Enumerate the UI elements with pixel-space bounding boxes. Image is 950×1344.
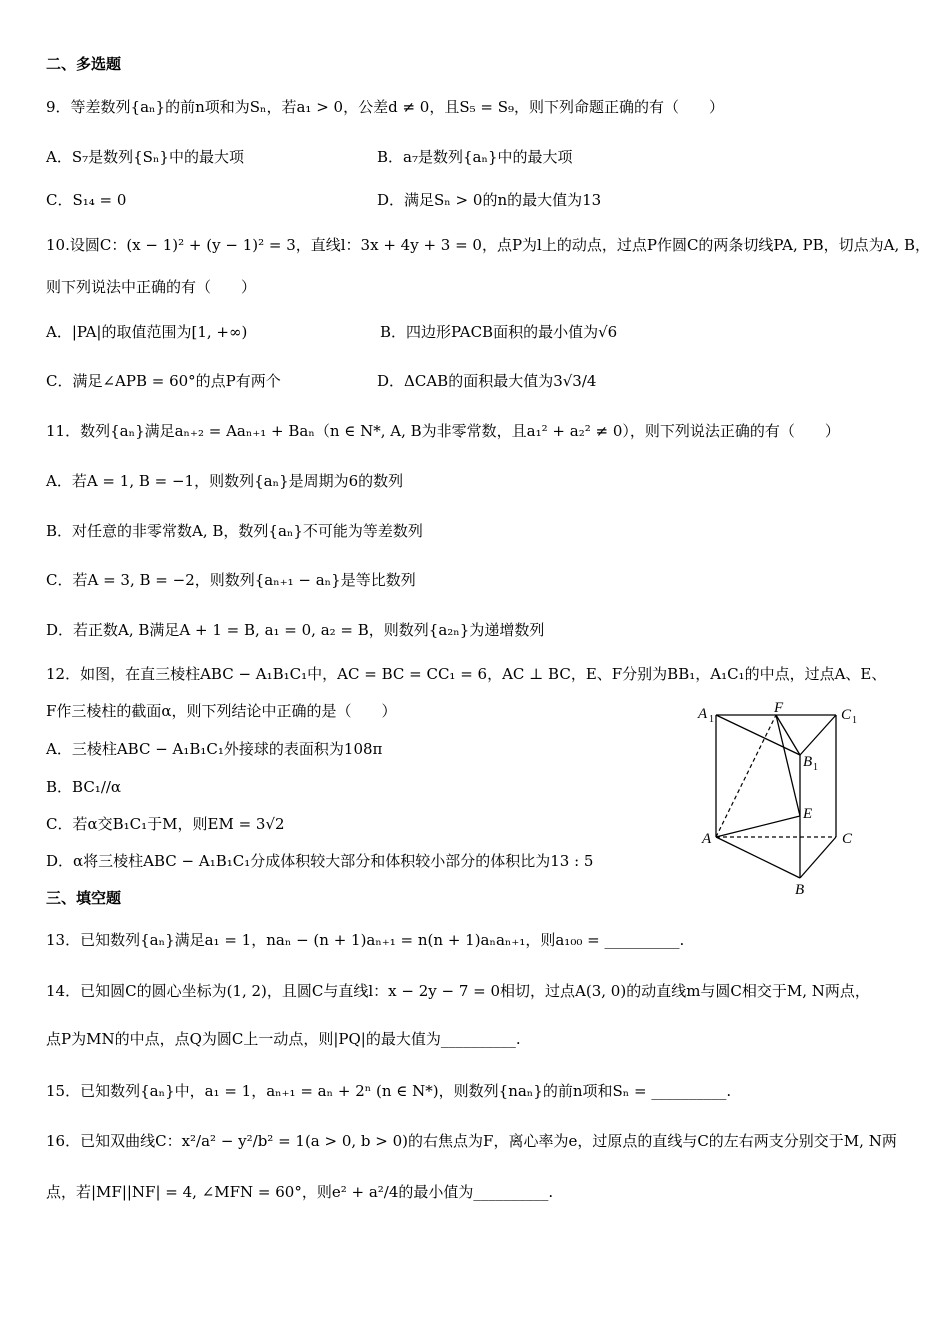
label-c1: C <box>841 707 852 723</box>
q10-option-d: D．ΔCAB的面积最大值为3√3/4 <box>377 372 597 390</box>
q11-stem: 11．数列{aₙ}满足aₙ₊₂ = Aaₙ₊₁ + Baₙ（n ∈ N*, A, B为非零常数，且a₁² + a₂² ≠ 0），则下列说法正确的有（ ） <box>46 422 840 440</box>
q15-text: 15．已知数列{aₙ}中，a₁ = 1，aₙ₊₁ = aₙ + 2ⁿ (n ∈ N*)，则数列{naₙ}的前n项和Sₙ = __________. <box>46 1082 732 1100</box>
q9-option-d: D．满足Sₙ > 0的n的最大值为13 <box>377 191 602 209</box>
label-c: C <box>842 831 853 847</box>
label-c1-sub: 1 <box>852 715 857 726</box>
q11-option-d: D．若正数A, B满足A + 1 = B, a₁ = 0, a₂ = B，则数列{a₂ₙ}为递增数列 <box>46 621 545 639</box>
label-a1-sub: 1 <box>709 714 714 725</box>
section-heading-fill-blank: 三、填空题 <box>46 889 122 907</box>
q10-stem-line1: 10.设圆C：(x − 1)² + (y − 1)² = 3，直线l：3x + 4y + 3 = 0，点P为l上的动点，过点P作圆C的两条切线PA, PB，切点为A, B， <box>46 236 931 254</box>
q9-stem: 9．等差数列{aₙ}的前n项和为Sₙ，若a₁ > 0，公差d ≠ 0，且S₅ = S₉，则下列命题正确的有（ ） <box>46 98 725 116</box>
prism-figure <box>690 698 870 898</box>
q11-option-c: C．若A = 3, B = −2，则数列{aₙ₊₁ − aₙ}是等比数列 <box>46 571 416 589</box>
q9-option-a: A．S₇是数列{Sₙ}中的最大项 <box>46 148 244 166</box>
section-heading-multi-choice: 二、多选题 <box>46 55 122 73</box>
edge-ab <box>716 837 800 878</box>
q12-option-d: D．α将三棱柱ABC − A₁B₁C₁分成体积较大部分和体积较小部分的体积比为13 : 5 <box>46 852 594 870</box>
q11-option-b: B．对任意的非零常数A, B，数列{aₙ}不可能为等差数列 <box>46 522 423 540</box>
q10-option-c: C．满足∠APB = 60°的点P有两个 <box>46 372 281 390</box>
q10-option-b: B．四边形PACB面积的最小值为√6 <box>380 323 618 341</box>
q12-option-c: C．若α交B₁C₁于M，则EM = 3√2 <box>46 815 285 833</box>
label-a1: A <box>698 706 708 722</box>
hidden-segment-af <box>716 715 776 837</box>
q16-line1: 16．已知双曲线C：x²/a² − y²/b² = 1(a > 0, b > 0)的右焦点为F，离心率为e，过原点的直线与C的左右两支分别交于M, N两 <box>46 1132 897 1150</box>
label-b1: B <box>803 754 813 770</box>
q12-option-a: A．三棱柱ABC − A₁B₁C₁外接球的表面积为108π <box>46 740 383 758</box>
edge-b1c1 <box>800 715 836 755</box>
q12-option-b: B．BC₁//α <box>46 778 122 796</box>
q10-stem-line2: 则下列说法中正确的有（ ） <box>46 278 257 296</box>
q14-line1: 14．已知圆C的圆心坐标为(1, 2)，且圆C与直线l：x − 2y − 7 = 0相切，过点A(3, 0)的动直线m与圆C相交于M, N两点， <box>46 982 870 1000</box>
edge-bc <box>800 837 836 878</box>
q11-option-a: A．若A = 1, B = −1，则数列{aₙ}是周期为6的数列 <box>46 472 404 490</box>
q12-stem-line2: F作三棱柱的截面α，则下列结论中正确的是（ ） <box>46 702 397 720</box>
q10-option-a: A．|PA|的取值范围为[1, +∞) <box>46 323 248 341</box>
q9-option-b: B．a₇是数列{aₙ}中的最大项 <box>377 148 573 166</box>
q14-line2: 点P为MN的中点，点Q为圆C上一动点，则|PQ|的最大值为__________. <box>46 1030 521 1048</box>
q12-stem-line1: 12．如图，在直三棱柱ABC − A₁B₁C₁中，AC = BC = CC₁ = 6，AC ⊥ BC，E、F分别为BB₁，A₁C₁的中点，过点A、E、 <box>46 665 887 683</box>
q13-text: 13．已知数列{aₙ}满足a₁ = 1，naₙ − (n + 1)aₙ₊₁ = n(n + 1)aₙaₙ₊₁，则a₁₀₀ = __________. <box>46 931 685 949</box>
q9-option-c: C．S₁₄ = 0 <box>46 191 127 209</box>
q16-line2: 点，若|MF||NF| = 4, ∠MFN = 60°，则e² + a²/4的最小值为__________. <box>46 1183 554 1201</box>
label-b1-sub: 1 <box>813 762 818 773</box>
segment-ae <box>716 816 800 837</box>
label-b: B <box>795 882 805 898</box>
label-a: A <box>702 831 712 847</box>
label-f: F <box>774 700 784 716</box>
segment-fe <box>776 715 800 816</box>
label-e: E <box>803 806 813 822</box>
